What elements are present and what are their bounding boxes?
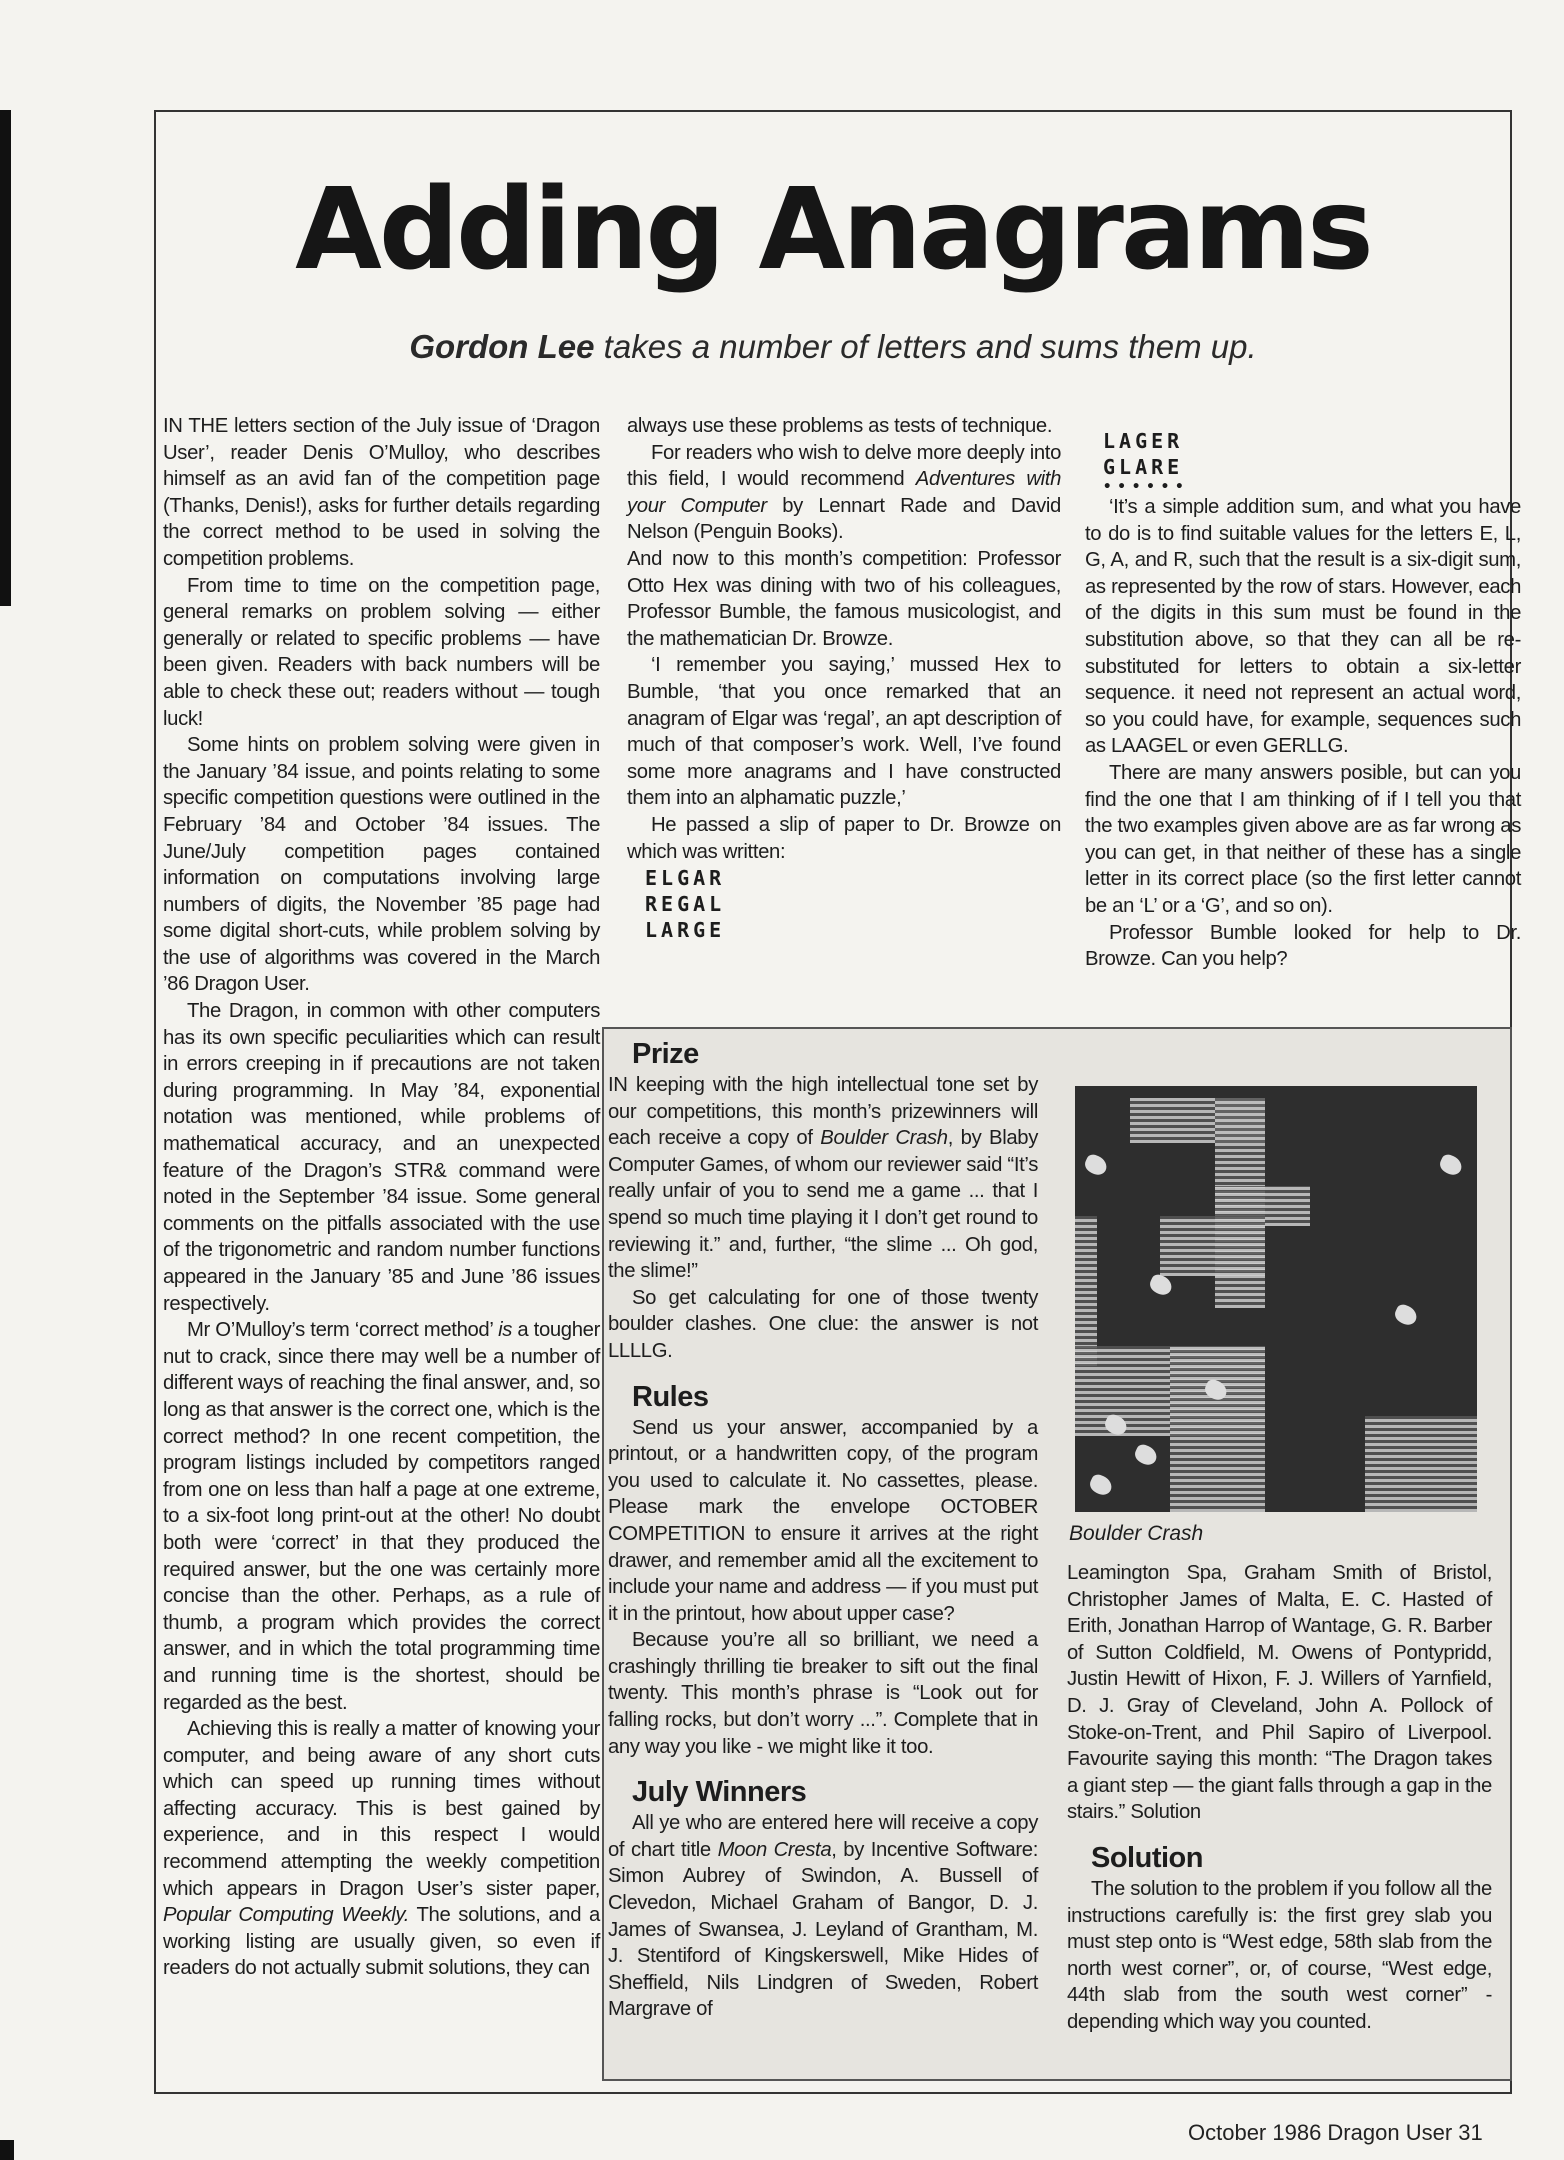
text-run: The solution to the problem if you follow all the instructions carefully is: the first grey slab you must step onto is “West edge, 58th slab from the north west corner”, or, of course, “West edge, 44th slab from the south west corner” - depending which way you counted.: [1067, 1877, 1492, 2033]
author-name: Gordon Lee: [409, 328, 595, 365]
text-run: , by Incentive Software: Simon Aubrey of Swindon, A. Bussell of Clevedon, Michael Graham of Bangor, D. J. James of Swansea, J. Leyland of Grantham, M. J. Stentiford of Kingskerswell, Mike Hides of Sheffield, Nils Lindgren of Sweden, Robert Margrave of: [608, 1838, 1039, 2021]
paragraph: [1067, 1560, 1492, 1826]
paragraph: [627, 413, 1061, 440]
anagram-word: REGAL: [645, 892, 726, 917]
text-run: The solutions, and a working listing are usually given, so even if readers do not actually submit solutions, they can: [163, 1904, 600, 1980]
text-run: All ye who are entered here will receive a copy of chart title: [608, 1812, 1038, 1861]
paragraph: [163, 998, 600, 1317]
section-heading: Prize: [632, 1038, 699, 1070]
text-run: IN THE letters section of the July issue of ‘Dragon User’, reader Denis O’Mulloy, who describes himself as an avid fan of the competition page (Thanks, Denis!), asks for further details regarding the correct method to be used in solving the competition problems.: [163, 415, 600, 570]
text-run: a tougher nut to crack, since there may well be a number of different ways of reaching the final answer, and, so long as that answer is the correct one, which is the correct method? In one recent competition, the program listings included by competitors ranged from one on less than half a page at one extreme, to a six-foot long print-out at the other! No doubt both were ‘correct’ in that they produced the required answer, but the one was certainly more concise than the other. Perhaps, as a rule of thumb, a program which provides the correct answer, and in which the total programming time and running time is the shortest, should be regarded as the best.: [163, 1319, 601, 1714]
text-run: From time to time on the competition page, general remarks on problem solving — either generally or related to specific problems — have been given. Readers with back numbers will be able to check these out; readers without — tough luck!: [163, 574, 600, 730]
competition-box-column-2: [1067, 1560, 1492, 2036]
text-run: Send us your answer, accompanied by a printout, or a handwritten copy, of the program you used to calculate it. No cassettes, please. Please mark the envelope OCTOBER COMPETITION to ensure it arrives at the right drawer, and remember amid all the excitement to include your name and address — if you must put it in the printout, how about upper case?: [608, 1416, 1038, 1625]
text-run: , by Blaby Computer Games, of whom our reviewer said “It’s really unfair of you to send me a game ... that I spend so much time playing it I don’t get round to reviewing it.” and, further, “the slime ... Oh god, the slime!”: [608, 1127, 1038, 1283]
text-run: Mr O’Mulloy’s term ‘correct method’: [187, 1319, 499, 1342]
page-footer: October 1986 Dragon User 31: [1188, 2120, 1483, 2145]
italic-text: Boulder Crash: [820, 1127, 948, 1150]
paragraph: [627, 546, 1061, 652]
text-run: Professor Bumble looked for help to Dr. Browze. Can you help?: [1085, 921, 1521, 971]
paragraph: [608, 1285, 1038, 1365]
paragraph: [163, 1716, 600, 1982]
anagram-word: ELGAR: [645, 866, 726, 891]
italic-text: Popular Computing Weekly.: [163, 1904, 409, 1927]
paragraph: [1085, 494, 1521, 760]
text-run: Achieving this is really a matter of knowing your computer, and being aware of any short cuts which can speed up running times without affecting accuracy. This is best gained by experience, and in this respect I would recommend attempting the weekly competition which appears in Dragon User’s sister paper,: [163, 1718, 600, 1900]
text-run: He passed a slip of paper to Dr. Browze on which was written:: [627, 813, 1061, 863]
text-run: ‘I remember you saying,’ mussed Hex to Bumble, ‘that you once remarked that an anagram of Elgar was ‘regal’, an apt description of much of that composer’s work. Well, I’ve found some more anagrams and I have constructed them into an alphamatic puzzle,’: [627, 654, 1061, 810]
paragraph: [1085, 920, 1521, 973]
paragraph: [608, 1415, 1038, 1628]
section-heading: Rules: [632, 1380, 709, 1413]
paragraph: [163, 732, 600, 998]
article-subtitle: [154, 328, 1512, 366]
boulder-crash-screenshot: [1075, 1086, 1477, 1512]
paragraph: [627, 812, 1061, 865]
competition-box-column-1: [608, 1036, 1038, 2023]
article-title: Adding Anagrams: [295, 165, 1371, 295]
anagram-word: GLARE: [1103, 455, 1184, 479]
text-run: Because you’re all so brilliant, we need a crashingly thrilling tie breaker to sift out the final twenty. This month’s phrase is “Look out for falling rocks, but don’t worry ...”. Complete that in any way you like - we might like it too.: [608, 1629, 1038, 1758]
scan-edge-mark: [0, 2140, 14, 2160]
text-run: Leamington Spa, Graham Smith of Bristol, Christopher James of Malta, E. C. Hasted of Erith, Jonathan Harrop of Wantage, G. R. Barber of Sutton Coldfield, M. Owens of Pontypridd, Justin Hewitt of Hixon, F. J. Willers of Yarnfield, D. J. Gray of Cleveland, John A. Pollock of Stoke-on-Trent, and Phil Sapiro of Liverpool. Favourite saying this month: “The Dragon takes a giant step — the giant falls through a gap in the stairs.” Solution: [1067, 1562, 1492, 1824]
paragraph: [163, 1317, 600, 1716]
image-caption: Boulder Crash: [1069, 1522, 1204, 1545]
section-heading: July Winners: [632, 1776, 807, 1809]
paragraph: [608, 1810, 1038, 2023]
italic-text: Adventures with your Computer: [627, 468, 1062, 517]
paragraph: [163, 573, 600, 733]
standfirst: takes a number of letters and sums them up.: [594, 328, 1257, 365]
paragraph: [608, 1627, 1038, 1760]
sum-stars: ••••••: [1103, 479, 1190, 495]
body-column-1: [163, 413, 600, 1982]
paragraph: [627, 652, 1061, 812]
anagram-word: LARGE: [645, 918, 726, 943]
anagram-word: LAGER: [1103, 429, 1184, 453]
scan-edge-mark: [0, 110, 11, 606]
text-run: always use these problems as tests of technique.: [627, 415, 1053, 437]
paragraph: [627, 440, 1061, 546]
paragraph: [163, 413, 600, 573]
text-run: The Dragon, in common with other computers has its own specific peculiarities which can result in errors creeping in if precautions are not taken during programming. In May ’84, exponential notation was mentioned, while problems of mathematical accuracy, and an unexpected feature of the Dragon’s STR& command were noted in the September ’84 issue. Some general comments on the pitfalls associated with the use of the trigonometric and random number functions appeared in the January ’85 and June ’86 issues respectively.: [163, 1000, 600, 1315]
paragraph: [1067, 1876, 1492, 2036]
text-run: There are many answers posible, but can you find the one that I am thinking of if I tell you that the two examples given above are as far wrong as you can get, in that neither of these has a single letter in its correct place (so the first letter cannot be an ‘L’ or a ‘G’, and so on).: [1085, 761, 1521, 917]
text-run: IN keeping with the high intellectual tone set by our competitions, this month’s prizewinners will each receive a copy of: [608, 1074, 1038, 1150]
body-column-3: [1085, 428, 1521, 973]
text-run: by Lennart Rade and David Nelson (Penguin Books).: [627, 494, 1061, 544]
paragraph: [608, 1072, 1038, 1285]
text-run: So get calculating for one of those twenty boulder clashes. One clue: the answer is not LLLLG.: [608, 1286, 1038, 1362]
italic-text: Moon Cresta: [717, 1838, 832, 1861]
body-column-2: [627, 413, 1061, 943]
italic-text: is: [498, 1319, 513, 1342]
text-run: For readers who wish to delve more deeply into this field, I would recommend: [627, 441, 1062, 491]
text-run: ‘It’s a simple addition sum, and what you have to do is to find suitable values for the letters E, L, G, A, and R, such that the result is a six-digit sum, as represented by the row of stars. However, each of the digits in this sum must be found in the substitution above, so that they can all be re-substituted for letters to obtain a six-letter sequence. it need not represent an actual word, so you could have, for example, sequences such as LAAGEL or even GERLLG.: [1085, 496, 1521, 758]
section-heading: Solution: [1091, 1841, 1203, 1874]
paragraph: [1085, 760, 1521, 920]
text-run: Some hints on problem solving were given in the January ’84 issue, and points relating to some specific competition questions were outlined in the February ’84 and October ’84 issues. The June/July competition pages contained information on computations involving large numbers of digits, the November ’85 page had some digital short-cuts, while problem solving by the use of algorithms was covered in the March ’86 Dragon User.: [163, 734, 600, 996]
text-run: And now to this month’s competition: Professor Otto Hex was dining with two of his colleagues, Professor Bumble, the famous musicologist, and the mathematician Dr. Browze.: [627, 547, 1061, 650]
